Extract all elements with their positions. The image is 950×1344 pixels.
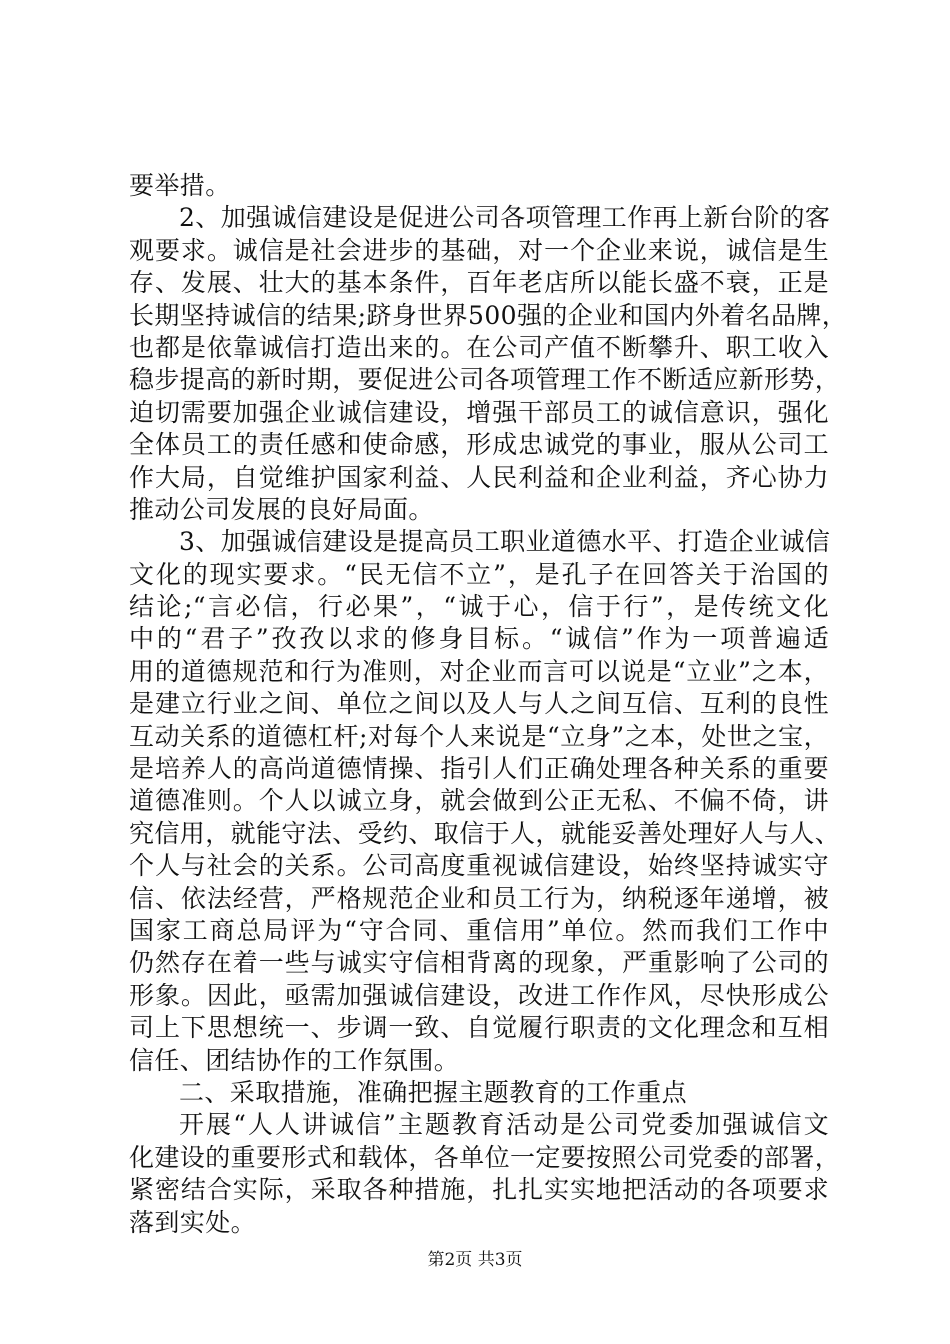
text-line: 信、依法经营，严格规范企业和员工行为，纳税逐年递增，被 (129, 883, 829, 913)
text-line: 是建立行业之间、单位之间以及人与人之间互信、互利的良性 (129, 689, 829, 719)
text-line: 中的“君子”孜孜以求的修身目标。“诚信”作为一项普遍适 (129, 624, 829, 654)
text-line: 要举措。 (129, 171, 231, 200)
text-line: 究信用，就能守法、受约、取信于人，就能妥善处理好人与人、 (129, 818, 841, 848)
text-line: 仍然存在着一些与诚实守信相背离的现象，严重影响了公司的 (129, 948, 829, 978)
text-line: 推动公司发展的良好局面。 (129, 494, 434, 524)
text-line: 司上下思想统一、步调一致、自觉履行职责的文化理念和互相 (129, 1013, 829, 1043)
section-heading: 二、采取措施，准确把握主题教育的工作重点 (179, 1077, 688, 1107)
paragraph-start-line: 开展“人人讲诚信”主题教育活动是公司党委加强诚信文 (179, 1110, 829, 1140)
text-line: 用的道德规范和行为准则，对企业而言可以说是“立业”之本， (129, 656, 829, 686)
text-line: 信任、团结协作的工作氛围。 (129, 1045, 460, 1075)
text-line: 形象。因此，亟需加强诚信建设，改进工作作风，尽快形成公 (129, 980, 829, 1010)
text-line: 长期坚持诚信的结果;跻身世界500强的企业和国内外着名品牌， (129, 300, 848, 330)
text-line: 个人与社会的关系。公司高度重视诚信建设，始终坚持诚实守 (129, 851, 829, 881)
text-line: 结论;“言必信，行必果”，“诚于心，信于行”，是传统文化 (129, 592, 829, 622)
paragraph-start-line: 3、加强诚信建设是提高员工职业道德水平、打造企业诚信 (179, 527, 831, 557)
text-line: 紧密结合实际，采取各种措施，扎扎实实地把活动的各项要求 (129, 1175, 829, 1205)
page-number-footer: 第2页 共3页 (427, 1250, 523, 1270)
text-line: 道德准则。个人以诚立身，就会做到公正无私、不偏不倚，讲 (129, 786, 829, 816)
text-line: 全体员工的责任感和使命感，形成忠诚党的事业，服从公司工 (129, 430, 829, 460)
paragraph-start-line: 2、加强诚信建设是促进公司各项管理工作再上新台阶的客 (179, 203, 831, 233)
text-line: 落到实处。 (129, 1207, 257, 1237)
text-line: 观要求。诚信是社会进步的基础，对一个企业来说，诚信是生 (129, 235, 829, 265)
document-body (129, 170, 848, 1239)
text-line: 作大局，自觉维护国家利益、人民利益和企业利益，齐心协力 (129, 462, 829, 492)
text-line: 是培养人的高尚道德情操、指引人们正确处理各种关系的重要 (129, 754, 829, 784)
text-line: 国家工商总局评为“守合同、重信用”单位。然而我们工作中 (129, 915, 829, 945)
text-line: 化建设的重要形式和载体，各单位一定要按照公司党委的部署， (129, 1142, 841, 1172)
text-line: 文化的现实要求。“民无信不立”，是孔子在回答关于治国的 (129, 559, 829, 589)
text-line: 也都是依靠诚信打造出来的。在公司产值不断攀升、职工收入 (129, 332, 829, 362)
text-line: 存、发展、壮大的基本条件，百年老店所以能长盛不衰，正是 (129, 268, 829, 298)
text-line: 互动关系的道德杠杆;对每个人来说是“立身”之本，处世之宝， (129, 721, 829, 751)
text-line: 稳步提高的新时期，要促进公司各项管理工作不断适应新形势， (129, 365, 841, 395)
text-line: 迫切需要加强企业诚信建设，增强干部员工的诚信意识，强化 (129, 397, 829, 427)
